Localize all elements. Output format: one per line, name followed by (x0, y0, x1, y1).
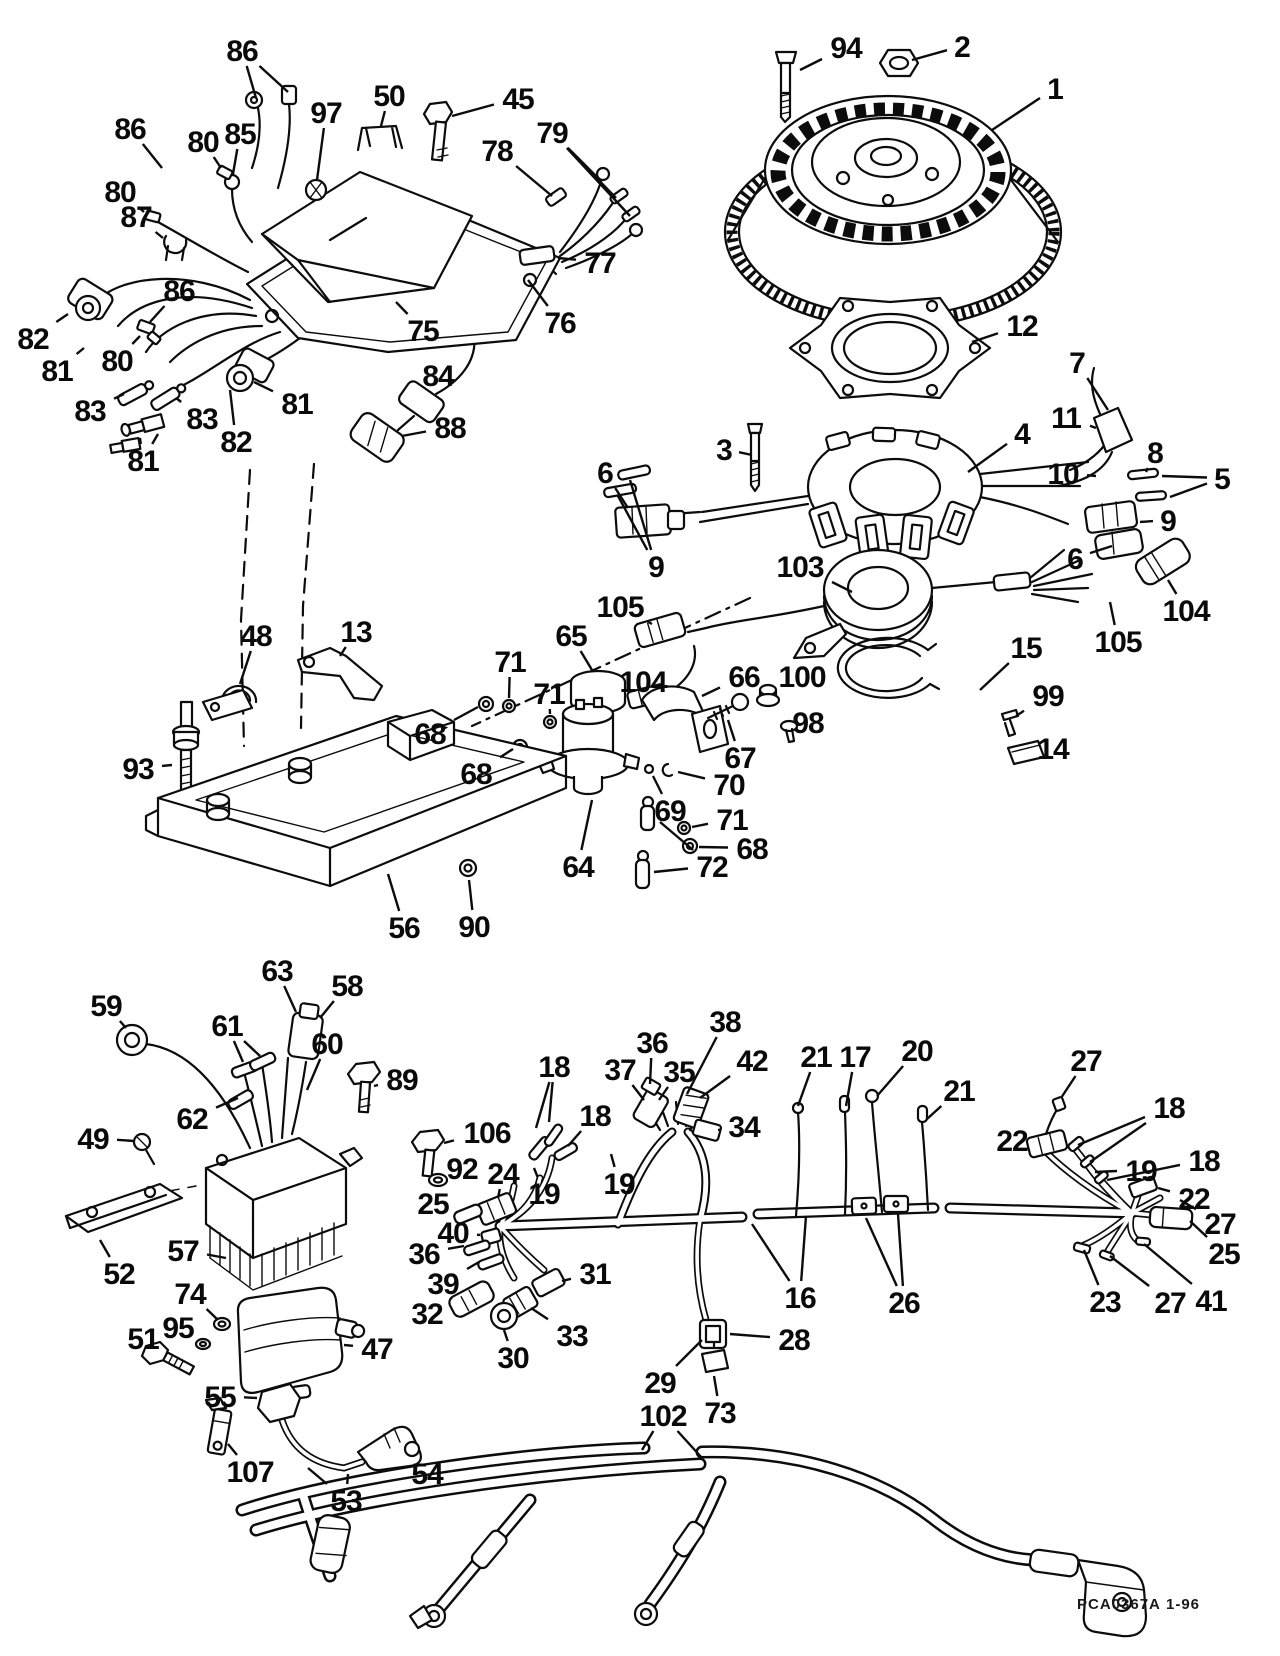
leader-line (452, 105, 494, 117)
leader-line (1090, 426, 1096, 428)
leader-line (444, 1140, 454, 1143)
part-number-label: 23 (1089, 1286, 1121, 1319)
part-number-label: 67 (724, 742, 756, 775)
part-number-label: 12 (1006, 310, 1038, 343)
leader-line (714, 1376, 717, 1396)
leader-line (150, 306, 165, 322)
leader-line (980, 663, 1009, 690)
leader-line (381, 111, 385, 126)
part-number-label: 21 (800, 1041, 832, 1074)
part-number-label: 104 (1162, 595, 1210, 628)
leader-line (678, 772, 705, 778)
part-number-label: 36 (408, 1238, 440, 1271)
part-number-label: 18 (579, 1100, 611, 1133)
leader-line (254, 382, 273, 391)
leader-line (1158, 1188, 1170, 1191)
leader-line (228, 1444, 237, 1455)
part-number-label: 86 (163, 275, 195, 308)
part-number-label: 81 (127, 445, 159, 478)
part-number-label: 19 (528, 1178, 560, 1211)
leader-line (234, 1041, 243, 1062)
part-number-label: 80 (101, 345, 133, 378)
leader-line (1095, 1171, 1117, 1172)
tray-art (146, 710, 566, 886)
leader-line (244, 1041, 260, 1056)
part-number-label: 74 (174, 1278, 206, 1311)
leader-line (653, 776, 662, 794)
leader-line (77, 348, 84, 354)
part-number-label: 83 (186, 403, 218, 436)
part-number-label: 86 (226, 35, 258, 68)
part-number-label: 81 (281, 388, 313, 421)
part-number-label: 70 (713, 769, 745, 802)
part-number-label: 94 (830, 32, 862, 65)
part-number-label: 64 (562, 851, 594, 884)
part-number-label: 86 (114, 113, 146, 146)
part-number-label: 63 (261, 955, 293, 988)
leader-line (1087, 475, 1096, 476)
leader-line (676, 1340, 702, 1366)
leader-line (534, 1168, 538, 1177)
part-number-label: 88 (434, 412, 466, 445)
leader-line (140, 438, 141, 444)
part-number-label: 92 (446, 1153, 478, 1186)
part-number-label: 19 (1125, 1155, 1157, 1188)
leader-line (469, 880, 472, 910)
part-number-label: 76 (544, 307, 576, 340)
part-number-label: 73 (704, 1397, 736, 1430)
leader-line (244, 1397, 257, 1398)
part-number-label: 24 (487, 1158, 519, 1191)
part-number-label: 100 (778, 661, 826, 694)
leader-line (549, 1082, 553, 1122)
leader-line (567, 148, 630, 216)
leader-line (927, 1106, 941, 1119)
part-number-label: 29 (644, 1367, 676, 1400)
part-number-label: 57 (167, 1235, 199, 1268)
part-number-label: 5 (1214, 463, 1230, 496)
part-number-label: 71 (533, 678, 565, 711)
leader-line (100, 1240, 110, 1257)
part-number-label: 51 (127, 1323, 159, 1356)
leader-line (317, 128, 324, 180)
part-number-label: 72 (696, 851, 728, 884)
part-number-label: 71 (494, 646, 526, 679)
regulator-art (66, 1002, 447, 1290)
leader-line (504, 1330, 508, 1341)
figure-code (1077, 1596, 1200, 1613)
leader-line (347, 1474, 348, 1484)
leader-line (752, 1224, 790, 1281)
leader-line (56, 314, 68, 322)
part-number-label: 25 (417, 1188, 449, 1221)
part-number-label: 7 (1069, 347, 1085, 380)
part-number-label: 99 (1032, 680, 1064, 713)
part-number-label: 90 (458, 911, 490, 944)
part-number-label: 82 (220, 426, 252, 459)
leader-line (581, 651, 592, 670)
part-number-label: 34 (728, 1111, 760, 1144)
leader-line (284, 986, 296, 1012)
part-number-label: 17 (839, 1041, 871, 1074)
leader-line (307, 1059, 320, 1090)
leader-line (1144, 1244, 1192, 1284)
part-number-label: 79 (536, 117, 568, 150)
leader-line (912, 50, 947, 60)
leader-line (1084, 1250, 1098, 1285)
part-number-label: 8 (1147, 437, 1163, 470)
part-number-label: 61 (211, 1010, 243, 1043)
part-number-label: 22 (996, 1125, 1028, 1158)
part-number-label: 39 (427, 1268, 459, 1301)
part-number-label: 33 (556, 1320, 588, 1353)
part-number-label: 107 (226, 1456, 274, 1489)
part-number-label: 104 (619, 666, 667, 699)
part-number-label: 21 (943, 1075, 975, 1108)
part-number-label: 77 (584, 247, 616, 280)
part-number-label: 18 (538, 1051, 570, 1084)
stator-art (604, 368, 1167, 560)
leader-line (536, 1082, 549, 1128)
part-number-label: 16 (784, 1282, 816, 1315)
leader-line (877, 1066, 903, 1096)
leader-line (650, 1058, 651, 1084)
part-number-label: 80 (187, 126, 219, 159)
leader-line (611, 1154, 615, 1167)
leader-line (1110, 1256, 1149, 1286)
part-number-label: 45 (502, 83, 534, 116)
leader-line (699, 847, 728, 848)
part-number-label: 78 (481, 135, 513, 168)
part-number-label: 93 (122, 753, 154, 786)
part-number-label: 62 (176, 1103, 208, 1136)
part-number-label: 26 (888, 1287, 920, 1320)
part-number-label: 15 (1010, 632, 1042, 665)
part-number-label: 18 (1153, 1092, 1185, 1125)
leader-line (454, 707, 478, 720)
part-number-label: 3 (716, 434, 732, 467)
part-number-label: 105 (596, 591, 644, 624)
leader-line (374, 1085, 378, 1086)
leader-line (162, 765, 172, 766)
part-number-label: 4 (1014, 418, 1030, 451)
part-number-label: 35 (663, 1056, 695, 1089)
part-number-label: 52 (103, 1258, 135, 1291)
part-number-label: 68 (414, 718, 446, 751)
part-number-label: 1 (1047, 73, 1063, 106)
leader-line (730, 1334, 770, 1337)
part-number-label: 75 (407, 315, 439, 348)
leader-line (702, 687, 720, 696)
part-number-label: 65 (555, 620, 587, 653)
part-number-label: 20 (901, 1035, 933, 1068)
part-number-label: 18 (1188, 1145, 1220, 1178)
part-number-label: 69 (654, 795, 686, 828)
part-number-label: 87 (120, 201, 152, 234)
part-number-label: 68 (460, 758, 492, 791)
leader-line (230, 390, 234, 425)
leader-line (866, 1218, 897, 1286)
part-number-label: 9 (648, 551, 664, 584)
part-number-label: 55 (204, 1381, 236, 1414)
leader-line (509, 677, 510, 698)
part-number-label: 58 (331, 970, 363, 1003)
leader-line (176, 398, 181, 402)
part-number-label: 81 (41, 355, 73, 388)
part-number-label: 68 (736, 833, 768, 866)
part-number-label: 31 (579, 1258, 611, 1291)
leader-line (143, 144, 162, 168)
leader-line (320, 1001, 334, 1018)
leader-line (233, 149, 237, 174)
part-number-label: 85 (224, 118, 256, 151)
part-number-label: 41 (1195, 1285, 1227, 1318)
part-number-label: 40 (437, 1217, 469, 1250)
part-number-label: 60 (311, 1028, 343, 1061)
leader-line (1140, 521, 1153, 522)
part-number-label: 83 (74, 395, 106, 428)
battery-cables-art (242, 1448, 1146, 1636)
part-number-label: 66 (728, 661, 760, 694)
bolt-94-art (776, 52, 796, 122)
part-number-label: 30 (497, 1342, 529, 1375)
figure-part-code: PCA0367A (1077, 1596, 1161, 1613)
part-number-label: 32 (411, 1298, 443, 1331)
leader-line (800, 59, 822, 70)
trigger-coil-art (627, 535, 1194, 709)
part-number-label: 27 (1070, 1045, 1102, 1078)
part-number-label: 10 (1047, 458, 1079, 491)
part-number-label: 19 (603, 1168, 635, 1201)
leader-line (1061, 1076, 1076, 1098)
part-number-label: 36 (636, 1027, 668, 1060)
part-number-label: 6 (1067, 543, 1083, 576)
part-number-label: 38 (709, 1006, 741, 1039)
part-number-label: 84 (422, 360, 454, 393)
leader-line (388, 874, 399, 911)
leader-line (654, 869, 688, 873)
part-number-label: 102 (639, 1400, 687, 1433)
part-number-label: 82 (17, 323, 49, 356)
part-number-label: 6 (597, 457, 613, 490)
part-number-label: 95 (162, 1312, 194, 1345)
leader-line (798, 1072, 810, 1106)
part-number-label: 89 (386, 1064, 418, 1097)
leader-line (1168, 580, 1176, 594)
part-number-label: 71 (716, 804, 748, 837)
part-number-label: 2 (954, 31, 970, 64)
part-number-label: 49 (77, 1123, 109, 1156)
leader-line (308, 1468, 327, 1484)
leader-line (402, 432, 426, 437)
part-number-label: 105 (1094, 626, 1142, 659)
figure-revision: 1-96 (1166, 1596, 1201, 1613)
leader-line (516, 166, 552, 196)
leader-line (467, 1262, 479, 1269)
part-number-label: 53 (330, 1485, 362, 1518)
part-number-label: 27 (1154, 1287, 1186, 1320)
leader-line (700, 1076, 730, 1098)
leader-line (531, 1308, 548, 1319)
part-number-label: 80 (104, 176, 136, 209)
part-number-label: 37 (604, 1054, 636, 1087)
part-number-label: 48 (240, 620, 272, 653)
leader-line (344, 1345, 353, 1346)
part-number-label: 47 (361, 1333, 393, 1366)
leader-line (678, 1431, 703, 1458)
leader-line (558, 258, 576, 260)
leader-line (581, 800, 592, 850)
part-number-label: 56 (388, 912, 420, 945)
part-number-label: 103 (776, 551, 824, 584)
part-number-label: 11 (1051, 402, 1081, 435)
leader-line (801, 1216, 806, 1281)
leader-line (260, 66, 289, 92)
part-number-label: 9 (1160, 505, 1176, 538)
part-number-label: 13 (340, 616, 372, 649)
leader-line (156, 232, 163, 238)
part-number-label: 54 (411, 1458, 443, 1491)
leader-line (692, 824, 708, 827)
leader-line (1162, 476, 1207, 478)
leader-line (1110, 602, 1115, 625)
leader-line (728, 720, 735, 741)
part-number-label: 28 (778, 1324, 810, 1357)
leader-line (898, 1214, 903, 1286)
leader-line (207, 1309, 218, 1320)
part-number-label: 59 (90, 990, 122, 1023)
leader-line (992, 98, 1040, 130)
part-number-label: 27 (1204, 1208, 1236, 1241)
part-number-label: 42 (736, 1045, 768, 1078)
leader-line (1170, 484, 1207, 498)
part-number-label: 22 (1178, 1183, 1210, 1216)
part-number-label: 50 (373, 80, 405, 113)
leader-line (117, 1140, 134, 1141)
leader-line (132, 336, 140, 344)
part-number-label: 14 (1037, 733, 1069, 766)
part-number-label: 97 (310, 97, 342, 130)
leader-line (152, 434, 158, 444)
nut-2-art (880, 50, 918, 76)
part-number-label: 25 (1208, 1238, 1240, 1271)
part-number-label: 98 (792, 707, 824, 740)
flywheel-art (725, 96, 1061, 328)
part-number-label: 106 (463, 1117, 511, 1150)
leader-line (968, 444, 1007, 472)
